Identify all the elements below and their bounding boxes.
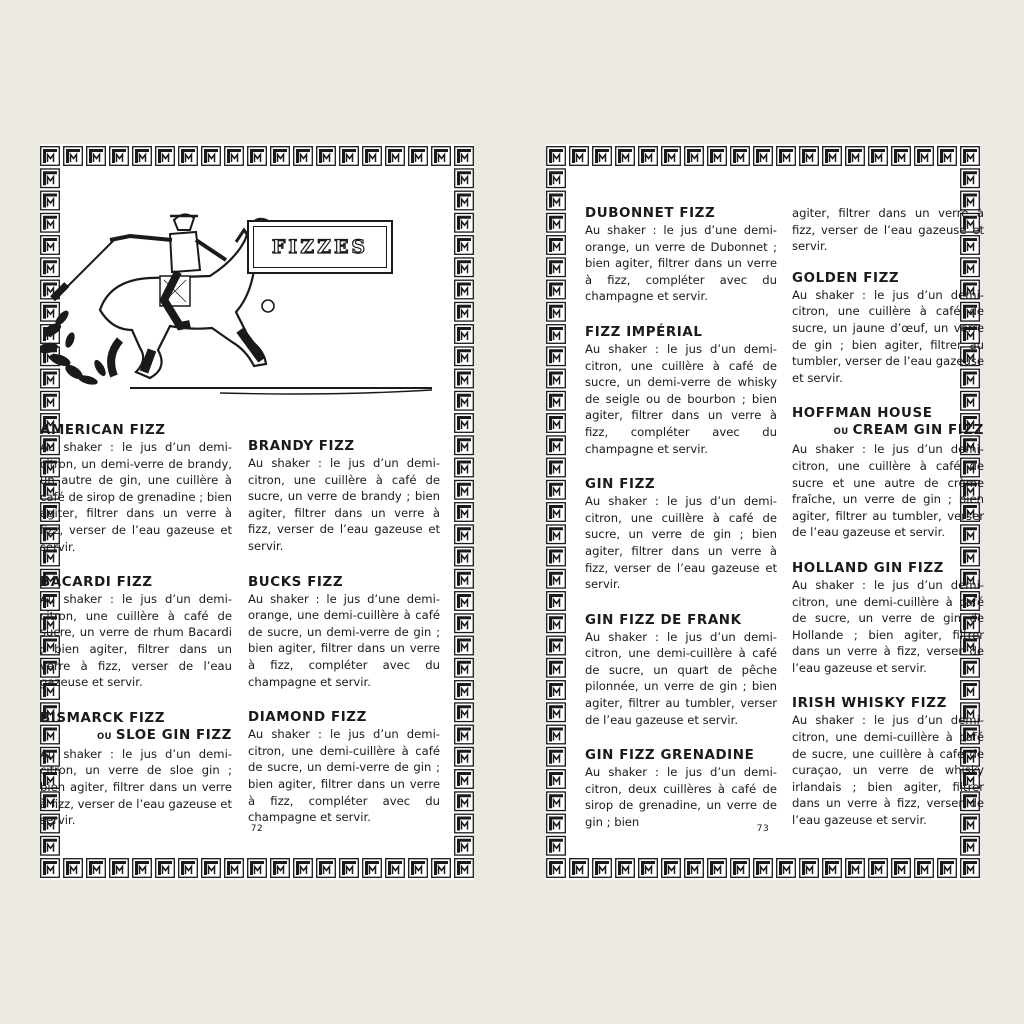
recipe-title-alt: [792, 422, 984, 441]
recipe-title: BACARDI FIZZ: [40, 575, 153, 591]
recipe-entry: [585, 476, 777, 593]
recipe-entry: [585, 747, 777, 830]
recipe-instructions: Au shaker : le jus d’un demi-citron, une cuillère à café de sucre, un jaune d’œuf, un verre de gin ; bien agiter, filtrer au tumbler, verser de l’eau gazeuse et servir.: [792, 287, 984, 385]
recipe-title-or: OU: [833, 427, 849, 438]
recipe-title: GIN FIZZ DE FRANK: [585, 612, 742, 628]
recipe-entry: [40, 574, 232, 691]
recipe-instructions: Au shaker : le jus d’un demi-citron, une demi-cuillère à café de sucre, une cuillère à café de curaçao, un verre de whisky irlandais ; bien agiter, filtrer dans un verre à fizz, verser de l’eau gazeuse et servir.: [792, 713, 984, 828]
recipe-title: GOLDEN FIZZ: [792, 270, 900, 286]
recipe-instructions: agiter, filtrer dans un verre à fizz, verser de l’eau gazeuse et servir.: [792, 206, 984, 254]
recipe-title: DUBONNET FIZZ: [585, 206, 716, 221]
recipe-title-or: OU: [96, 731, 112, 742]
section-banner: [247, 220, 393, 274]
recipe-title-alt-text: SLOE GIN FIZZ: [115, 727, 232, 743]
recipe-entry: [248, 574, 440, 691]
recipe-entry: [585, 612, 777, 729]
recipe-entry: [248, 709, 440, 826]
recipe-entry: [585, 205, 777, 305]
recipe-entry: [40, 422, 232, 555]
page-number: 73: [756, 824, 770, 834]
left-column-1: [40, 422, 232, 848]
recipe-instructions: Au shaker : le jus d’un demi-citron, une cuillère à café de sucre, un verre de brandy ; bien agiter, filtrer dans un verre à fizz, verser de l’eau gazeuse et servir.: [248, 456, 440, 553]
left-page: [40, 144, 474, 880]
recipe-entry: [792, 405, 984, 541]
section-title: FIZZES: [271, 236, 369, 258]
recipe-instructions: Au shaker : le jus d’un demi-citron, une cuillère à café de sucre et une autre de crème fraîche, un verre de gin ; bien agiter, filtrer au tumbler, verser de l’eau gazeuse et servir.: [792, 442, 984, 540]
recipe-title: HOFFMAN HOUSE: [792, 406, 933, 422]
recipe-instructions: Au shaker : le jus d’un demi-citron, une cuillère à café de sucre, un verre de rhum Bacardi ; bien agiter, filtrer dans un verre à fizz, verser de l’eau gazeuse et servir.: [40, 592, 232, 690]
page-number: 72: [250, 824, 264, 834]
recipe-entry: [792, 205, 984, 255]
section-banner-inner: [253, 226, 387, 268]
recipe-instructions: Au shaker : le jus d’un demi-citron, un demi-verre de brandy, un autre de gin, une cuillère à café de sirop de grenadine ; bien agiter, filtrer dans un verre à fizz, verser de l’eau gazeuse et servir.: [40, 440, 232, 554]
recipe-entry: [792, 270, 984, 387]
right-page: [546, 144, 984, 880]
recipe-title: HOLLAND GIN FIZZ: [792, 560, 944, 576]
recipe-instructions: Au shaker : le jus d’un demi-citron, une demi-cuillère à café de sucre, un verre de gin de Hollande ; bien agiter, filtrer dans un verre à fizz, verser de l’eau gazeuse et servir.: [792, 577, 984, 675]
recipe-entry: [792, 560, 984, 677]
recipe-instructions: Au shaker : le jus d’un demi-citron, une cuillère à café de sucre, un verre de gin ; bien agiter, filtrer dans un verre à fizz, verser de l’eau gazeuse et servir.: [585, 494, 777, 592]
recipe-title: BRANDY FIZZ: [248, 439, 355, 454]
recipe-title: BISMARCK FIZZ: [40, 710, 166, 726]
recipe-title: FIZZ IMPÉRIAL: [585, 324, 703, 340]
recipe-instructions: Au shaker : le jus d’un demi-citron, deux cuillères à café de sirop de grenadine, un verre de gin ; bien: [585, 765, 777, 830]
left-column-2: [248, 438, 440, 845]
recipe-instructions: Au shaker : le jus d’un demi-citron, une demi-cuillère à café de sucre, un quart de pêche pilonnée, un verre de gin ; bien agiter, filtrer au tumbler, verser de l’eau gazeuse et servir.: [585, 629, 777, 727]
recipe-instructions: Au shaker : le jus d’une demi-orange, un verre de Dubonnet ; bien agiter, filtrer dans un verre à fizz, compléter avec du champagne et servir.: [585, 223, 777, 304]
recipe-title-alt-text: CREAM GIN FIZZ: [852, 423, 984, 439]
recipe-title: BUCKS FIZZ: [248, 574, 344, 590]
recipe-entry: [248, 438, 440, 555]
recipe-entry: [792, 695, 984, 828]
recipe-title: GIN FIZZ GRENADINE: [585, 748, 755, 764]
recipe-title: IRISH WHISKY FIZZ: [792, 696, 947, 712]
recipe-title: GIN FIZZ: [585, 477, 656, 493]
recipe-title: AMERICAN FIZZ: [40, 423, 166, 438]
recipe-instructions: Au shaker : le jus d’une demi-orange, une demi-cuillère à café de sucre, un demi-verre de gin ; bien agiter, filtrer dans un verre à fizz, compléter avec du champagne et servir.: [248, 591, 440, 689]
recipe-entry: [40, 710, 232, 829]
recipe-title: DIAMOND FIZZ: [248, 710, 367, 726]
recipe-instructions: Au shaker : le jus d’un demi-citron, une demi-cuillère à café de sucre, un demi-verre de gin ; bien agiter, filtrer dans un verre à fizz, compléter avec du champagne et servir.: [248, 727, 440, 825]
recipe-entry: [585, 324, 777, 457]
right-column-1: [585, 205, 777, 850]
recipe-instructions: Au shaker : le jus d’un demi-citron, un verre de sloe gin ; bien agiter, filtrer dans un verre à fizz, verser de l’eau gazeuse et servir.: [40, 746, 232, 828]
recipe-instructions: Au shaker : le jus d’un demi-citron, une cuillère à café de sucre, un demi-verre de whisky de seigle ou de bourbon ; bien agiter, filtrer dans un verre à fizz, compléter avec du champagne et servir.: [585, 341, 777, 456]
recipe-title-alt: [40, 727, 232, 746]
right-column-2: [792, 205, 984, 848]
